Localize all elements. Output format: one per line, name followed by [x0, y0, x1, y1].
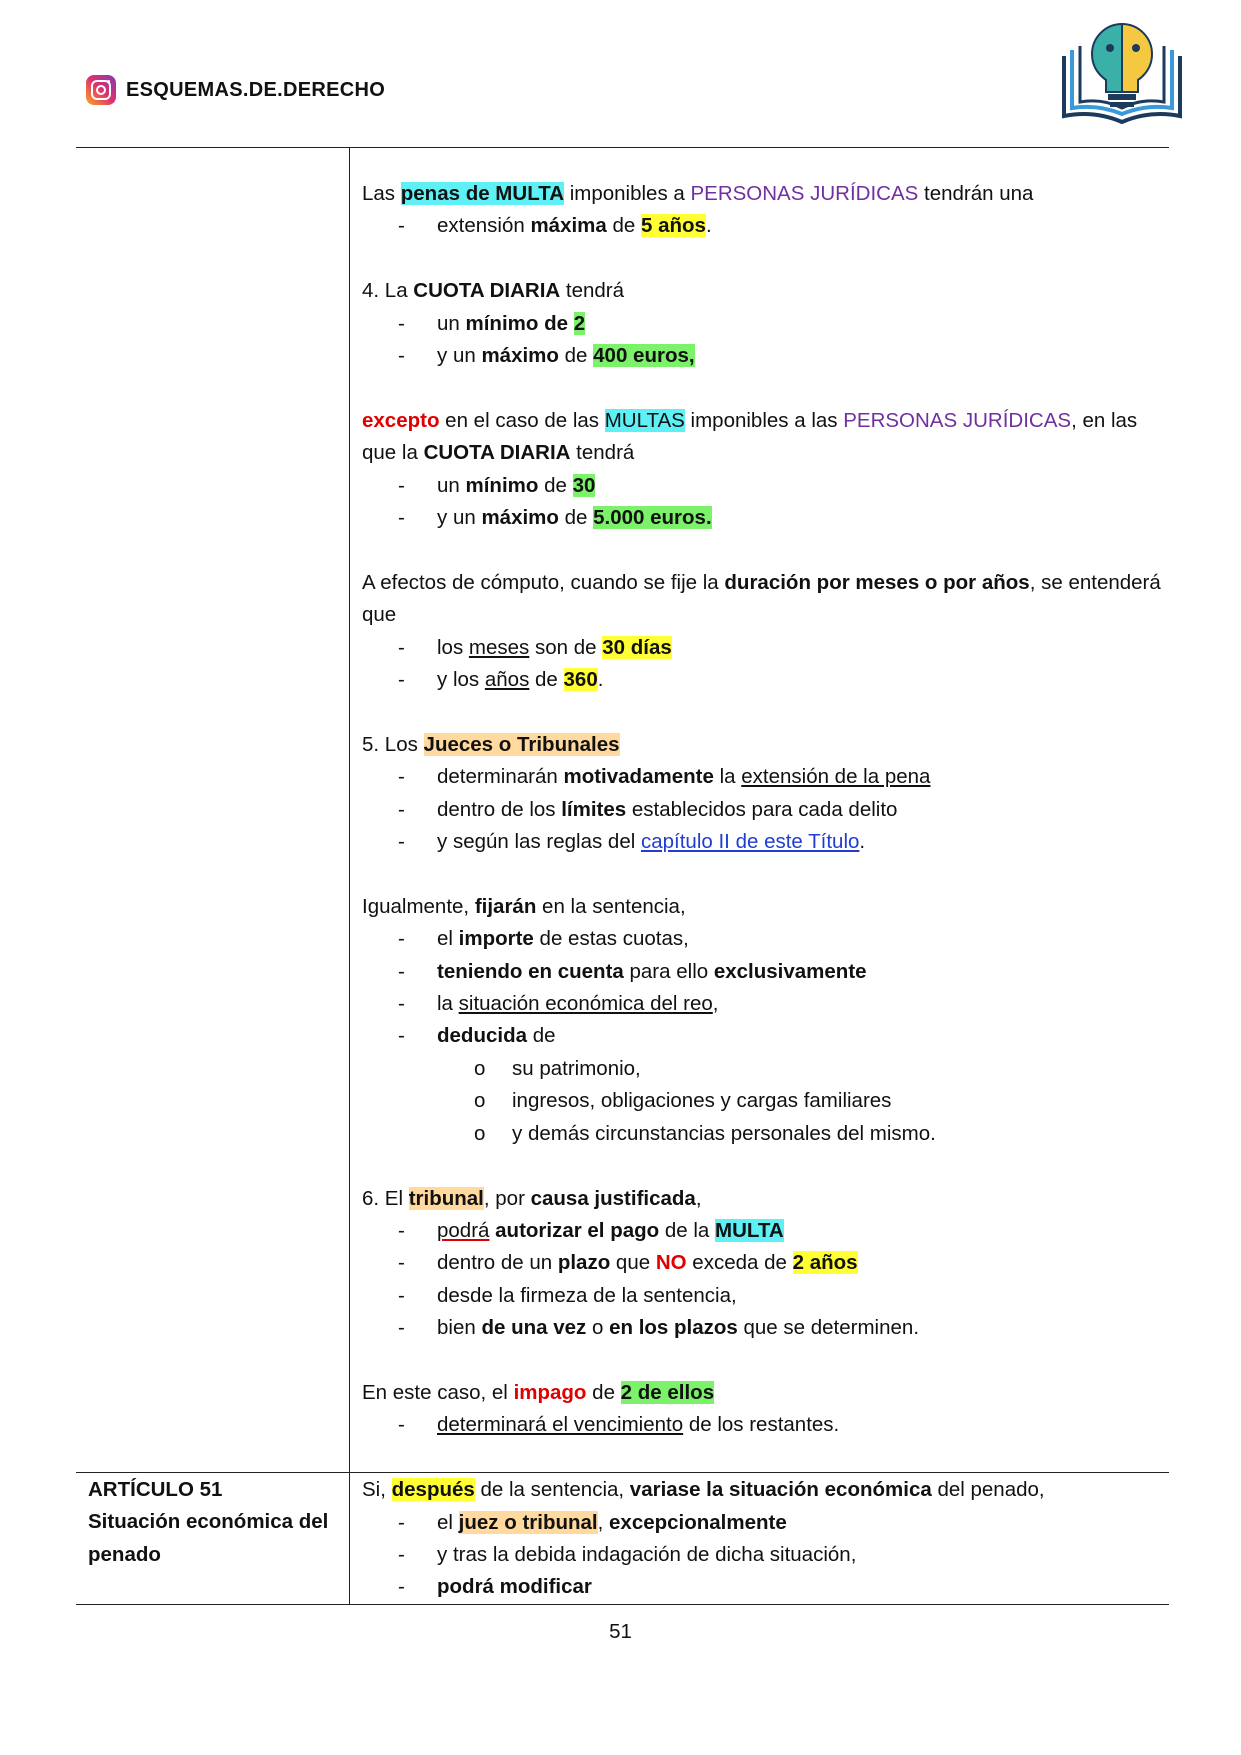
list-item: - un mínimo de 30	[362, 470, 1162, 502]
article-title-line-1: Situación económica del	[88, 1510, 329, 1534]
sub-list-item: o ingresos, obligaciones y cargas familiares	[362, 1085, 1162, 1117]
list-item: - y un máximo de 5.000 euros.	[362, 502, 1162, 534]
top-rule	[76, 147, 1169, 148]
main-content	[362, 178, 1162, 1604]
list-item: - podrá modificar	[362, 1571, 1162, 1603]
header	[86, 70, 385, 110]
article-title-line-2: penado	[88, 1542, 161, 1566]
list-item: - bien de una vez o en los plazos que se determinen.	[362, 1312, 1162, 1344]
list-item: - extensión máxima de 5 años.	[362, 210, 1162, 242]
sub-list-item: o y demás circunstancias personales del mismo.	[362, 1118, 1162, 1150]
page-number: 51	[609, 1620, 632, 1643]
paragraph-excepto: excepto en el caso de las MULTAS imponibles a las PERSONAS JURÍDICAS, en las que la CUOTA DIARIA tendrá	[362, 408, 1138, 465]
list-item: - y un máximo de 400 euros,	[362, 340, 1162, 372]
list-item: - y tras la debida indagación de dicha situación,	[362, 1539, 1162, 1571]
paragraph-igualmente: Igualmente, fijarán en la sentencia,	[362, 894, 686, 918]
list-item: - dentro de los límites establecidos para cada delito	[362, 794, 1162, 826]
column-divider	[349, 147, 350, 1605]
sub-list-item: o su patrimonio,	[362, 1053, 1162, 1085]
list-item: - dentro de un plazo que NO exceda de 2 años	[362, 1247, 1162, 1279]
article-heading	[88, 1474, 328, 1571]
list-item: - y los años de 360.	[362, 664, 1162, 696]
list-item: - deducida de	[362, 1020, 1162, 1052]
paragraph-cuota-diaria: 4. La CUOTA DIARIA tendrá	[362, 279, 625, 303]
list-item: - los meses son de 30 días	[362, 632, 1162, 664]
brand-name: ESQUEMAS.DE.DERECHO	[126, 78, 386, 101]
paragraph-computo: A efectos de cómputo, cuando se fije la duración por meses o por años, se entenderá que	[362, 570, 1161, 627]
paragraph-tribunal: 6. El tribunal, por causa justificada,	[362, 1186, 702, 1210]
paragraph-impago: En este caso, el impago de 2 de ellos	[362, 1380, 715, 1404]
list-item: - podrá autorizar el pago de la MULTA	[362, 1215, 1162, 1247]
list-item: - la situación económica del reo,	[362, 988, 1162, 1020]
list-item: - desde la firmeza de la sentencia,	[362, 1280, 1162, 1312]
bottom-rule	[76, 1604, 1169, 1605]
instagram-icon	[86, 75, 116, 105]
chapter-link[interactable]: capítulo II de este Título	[640, 830, 860, 854]
list-item: - el juez o tribunal, excepcionalmente	[362, 1507, 1162, 1539]
list-item: - determinarán motivadamente la extensión de la pena	[362, 761, 1162, 793]
paragraph-article-51: Si, después de la sentencia, variase la situación económica del penado,	[362, 1478, 1045, 1502]
lightbulb-book-logo-icon	[1058, 18, 1186, 128]
list-item: - un mínimo de 2	[362, 308, 1162, 340]
paragraph-multa-juridicas: Las penas de MULTA imponibles a PERSONAS JURÍDICAS tendrán una	[362, 182, 1034, 205]
article-number: ARTÍCULO 51	[88, 1478, 223, 1501]
paragraph-jueces: 5. Los Jueces o Tribunales	[362, 732, 620, 756]
list-item: - teniendo en cuenta para ello exclusivamente	[362, 956, 1162, 988]
list-item: - y según las reglas del capítulo II de este Título.	[362, 826, 1162, 858]
list-item: - el importe de estas cuotas,	[362, 923, 1162, 955]
list-item: - determinará el vencimiento de los restantes.	[362, 1409, 1162, 1441]
